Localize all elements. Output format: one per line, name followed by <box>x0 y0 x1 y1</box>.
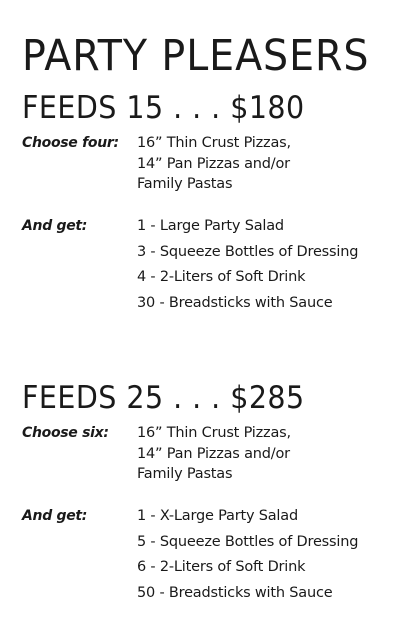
choose-label: Choose six: <box>22 425 109 441</box>
get-list <box>137 504 358 606</box>
get-item: 1 - Large Party Salad <box>137 218 284 234</box>
choose-item: 16” Thin Crust Pizzas, <box>137 135 291 151</box>
get-item: 30 - Breadsticks with Sauce <box>137 294 333 311</box>
get-item: 1 - X-Large Party Salad <box>137 508 298 524</box>
package-heading: FEEDS 25 . . . $285 <box>22 380 305 416</box>
choose-item: Family Pastas <box>137 466 233 482</box>
choose-label: Choose four: <box>22 135 119 151</box>
get-item: 6 - 2-Liters of Soft Drink <box>137 559 306 575</box>
choose-item: 14” Pan Pizzas and/or <box>137 445 290 462</box>
get-item: 4 - 2-Liters of Soft Drink <box>137 269 306 285</box>
get-list <box>137 214 358 316</box>
get-item: 3 - Squeeze Bottles of Dressing <box>137 243 359 260</box>
page-title: PARTY PLEASERS <box>22 31 370 81</box>
choose-item: Family Pastas <box>137 176 233 192</box>
choose-item: 14” Pan Pizzas and/or <box>137 155 290 172</box>
get-label: And get: <box>22 508 88 524</box>
get-label: And get: <box>22 218 88 234</box>
choose-list <box>137 133 291 195</box>
package-heading: FEEDS 15 . . . $180 <box>22 90 305 126</box>
choose-item: 16” Thin Crust Pizzas, <box>137 425 291 441</box>
get-item: 50 - Breadsticks with Sauce <box>137 584 333 601</box>
choose-list <box>137 423 291 485</box>
get-item: 5 - Squeeze Bottles of Dressing <box>137 533 359 550</box>
